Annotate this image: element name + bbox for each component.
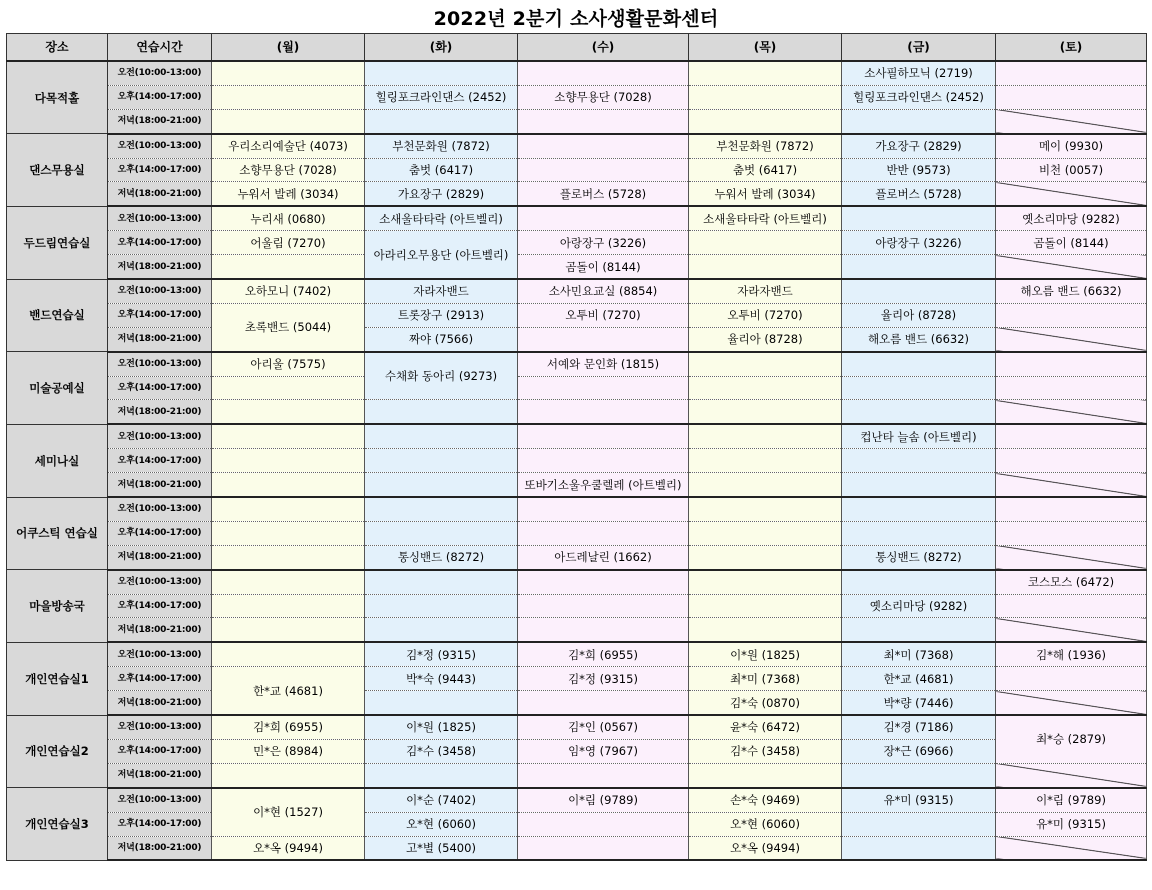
schedule-cell (996, 352, 1147, 376)
schedule-cell: 소향무용단 (7028) (518, 85, 689, 109)
schedule-cell (518, 570, 689, 594)
schedule-cell: 이*림 (9789) (518, 788, 689, 812)
table-row (7, 182, 1147, 206)
schedule-cell (212, 85, 365, 109)
schedule-cell (996, 521, 1147, 545)
schedule-cell (842, 763, 996, 787)
schedule-cell: 윤*숙 (6472) (689, 715, 842, 739)
table-row (7, 715, 1147, 739)
time-slot-label: 오전(10:00-13:00) (108, 497, 212, 521)
schedule-cell (842, 812, 996, 836)
room-name: 댄스무용실 (7, 134, 108, 207)
schedule-cell: 한*교 (4681) (842, 667, 996, 691)
schedule-cell (842, 836, 996, 860)
schedule-cell: 김*인 (0567) (518, 715, 689, 739)
schedule-cell: 통싱밴드 (8272) (365, 545, 518, 569)
schedule-cell (689, 618, 842, 642)
schedule-cell: 가요장구 (2829) (842, 134, 996, 158)
time-slot-label: 저녁(18:00-21:00) (108, 255, 212, 279)
schedule-cell: 소사필하모닉 (2719) (842, 61, 996, 85)
schedule-cell: 오투비 (7270) (518, 303, 689, 327)
time-slot-label: 오전(10:00-13:00) (108, 715, 212, 739)
schedule-cell (518, 206, 689, 230)
closed-slot-diagonal (996, 763, 1147, 787)
schedule-cell: 최*승 (2879) (996, 715, 1147, 763)
schedule-cell: 곰돌이 (8144) (996, 231, 1147, 255)
page-title: 2022년 2분기 소사생활문화센터 (433, 8, 719, 30)
schedule-cell: 수채화 동아리 (9273) (365, 352, 518, 400)
table-row (7, 812, 1147, 836)
schedule-cell: 자라자밴드 (365, 279, 518, 303)
schedule-cell: 메이 (9930) (996, 134, 1147, 158)
schedule-cell (518, 109, 689, 133)
schedule-cell: 고*별 (5400) (365, 836, 518, 860)
schedule-cell (212, 424, 365, 448)
schedule-cell: 손*숙 (9469) (689, 788, 842, 812)
table-row (7, 327, 1147, 351)
schedule-cell: 오하모니 (7402) (212, 279, 365, 303)
schedule-cell: 율리아 (8728) (842, 303, 996, 327)
schedule-cell (689, 521, 842, 545)
schedule-cell (212, 497, 365, 521)
schedule-cell: 트롯장구 (2913) (365, 303, 518, 327)
schedule-cell (842, 352, 996, 376)
schedule-cell: 김*수 (3458) (365, 739, 518, 763)
schedule-cell (518, 134, 689, 158)
time-slot-label: 오전(10:00-13:00) (108, 424, 212, 448)
schedule-cell: 플로버스 (5728) (842, 182, 996, 206)
schedule-cell (842, 109, 996, 133)
schedule-cell (996, 594, 1147, 618)
header-day-fri: (금) (842, 34, 996, 62)
table-row (7, 424, 1147, 448)
time-slot-label: 오전(10:00-13:00) (108, 642, 212, 666)
schedule-cell: 임*영 (7967) (518, 739, 689, 763)
time-slot-label: 오후(14:00-17:00) (108, 812, 212, 836)
table-row (7, 763, 1147, 787)
schedule-cell (518, 763, 689, 787)
room-name: 밴드연습실 (7, 279, 108, 352)
schedule-cell: 이*원 (1825) (689, 642, 842, 666)
table-row (7, 400, 1147, 424)
schedule-cell: 김*정 (9315) (518, 667, 689, 691)
schedule-cell (212, 570, 365, 594)
schedule-cell (365, 449, 518, 473)
schedule-cell: 코스모스 (6472) (996, 570, 1147, 594)
table-row (7, 303, 1147, 327)
closed-slot-diagonal (996, 255, 1147, 279)
table-row (7, 352, 1147, 376)
schedule-cell: 오*현 (6060) (689, 812, 842, 836)
schedule-cell: 부천문화원 (7872) (689, 134, 842, 158)
schedule-cell (689, 352, 842, 376)
schedule-cell (996, 376, 1147, 400)
schedule-cell: 박*량 (7446) (842, 691, 996, 715)
schedule-cell (518, 327, 689, 351)
schedule-cell (365, 691, 518, 715)
schedule-cell (212, 109, 365, 133)
schedule-cell (212, 376, 365, 400)
schedule-cell: 부천문화원 (7872) (365, 134, 518, 158)
schedule-cell: 아리울 (7575) (212, 352, 365, 376)
time-slot-label: 오전(10:00-13:00) (108, 788, 212, 812)
schedule-cell (842, 279, 996, 303)
schedule-cell (689, 449, 842, 473)
time-slot-label: 오후(14:00-17:00) (108, 521, 212, 545)
table-row (7, 231, 1147, 255)
schedule-cell: 짜야 (7566) (365, 327, 518, 351)
schedule-cell (842, 521, 996, 545)
time-slot-label: 저녁(18:00-21:00) (108, 763, 212, 787)
schedule-cell (689, 109, 842, 133)
schedule-cell (518, 497, 689, 521)
schedule-cell (689, 424, 842, 448)
schedule-cell (212, 400, 365, 424)
schedule-cell (518, 376, 689, 400)
schedule-cell: 힐링포크라인댄스 (2452) (365, 85, 518, 109)
table-row (7, 521, 1147, 545)
schedule-cell: 반반 (9573) (842, 158, 996, 182)
closed-slot-diagonal (996, 400, 1147, 424)
schedule-cell (518, 449, 689, 473)
schedule-cell (689, 231, 842, 255)
time-slot-label: 오전(10:00-13:00) (108, 206, 212, 230)
schedule-cell: 박*숙 (9443) (365, 667, 518, 691)
schedule-cell (689, 594, 842, 618)
schedule-cell (996, 303, 1147, 327)
schedule-cell: 누리새 (0680) (212, 206, 365, 230)
schedule-cell: 김*숙 (0870) (689, 691, 842, 715)
room-name: 미술공예실 (7, 352, 108, 425)
schedule-cell (996, 449, 1147, 473)
schedule-cell (996, 85, 1147, 109)
schedule-cell (212, 521, 365, 545)
table-row (7, 570, 1147, 594)
schedule-table (6, 33, 1147, 861)
table-row (7, 497, 1147, 521)
time-slot-label: 저녁(18:00-21:00) (108, 400, 212, 424)
table-row (7, 158, 1147, 182)
table-row (7, 667, 1147, 691)
header-place: 장소 (7, 34, 108, 62)
schedule-cell: 해오름 밴드 (6632) (842, 327, 996, 351)
schedule-cell (842, 618, 996, 642)
schedule-cell (842, 206, 996, 230)
schedule-cell (842, 473, 996, 497)
schedule-cell: 율리아 (8728) (689, 327, 842, 351)
schedule-cell (996, 667, 1147, 691)
schedule-cell (365, 473, 518, 497)
table-row (7, 279, 1147, 303)
schedule-cell: 소새울타타락 (아트벨리) (365, 206, 518, 230)
room-name: 어쿠스틱 연습실 (7, 497, 108, 570)
schedule-cell (518, 618, 689, 642)
table-row (7, 376, 1147, 400)
schedule-cell: 가요장구 (2829) (365, 182, 518, 206)
header-day-sat: (토) (996, 34, 1147, 62)
schedule-cell: 장*근 (6966) (842, 739, 996, 763)
time-slot-label: 오후(14:00-17:00) (108, 594, 212, 618)
schedule-cell: 누워서 발레 (3034) (689, 182, 842, 206)
header-day-wed: (수) (518, 34, 689, 62)
table-row (7, 788, 1147, 812)
schedule-cell: 김*경 (7186) (842, 715, 996, 739)
schedule-cell: 초록밴드 (5044) (212, 303, 365, 351)
schedule-cell (689, 400, 842, 424)
schedule-cell (365, 570, 518, 594)
table-row (7, 134, 1147, 158)
schedule-cell (365, 400, 518, 424)
schedule-cell (518, 521, 689, 545)
closed-slot-diagonal (996, 545, 1147, 569)
schedule-cell: 김*수 (3458) (689, 739, 842, 763)
schedule-cell (996, 424, 1147, 448)
room-name: 다목적홀 (7, 61, 108, 134)
schedule-cell (365, 497, 518, 521)
schedule-cell (365, 61, 518, 85)
schedule-cell (365, 618, 518, 642)
schedule-cell (842, 570, 996, 594)
schedule-cell (689, 473, 842, 497)
schedule-cell (212, 594, 365, 618)
schedule-cell: 또바기소울우쿨렐레 (아트벨리) (518, 473, 689, 497)
schedule-cell (518, 158, 689, 182)
schedule-cell (689, 85, 842, 109)
schedule-cell (996, 497, 1147, 521)
schedule-cell (842, 376, 996, 400)
schedule-cell: 서예와 문인화 (1815) (518, 352, 689, 376)
schedule-cell (212, 61, 365, 85)
schedule-cell (212, 618, 365, 642)
schedule-cell (689, 497, 842, 521)
header-row (7, 34, 1147, 62)
room-name: 마을방송국 (7, 570, 108, 643)
schedule-cell (212, 545, 365, 569)
schedule-cell (212, 449, 365, 473)
time-slot-label: 오후(14:00-17:00) (108, 85, 212, 109)
schedule-cell: 소새울타타락 (아트벨리) (689, 206, 842, 230)
schedule-cell: 오투비 (7270) (689, 303, 842, 327)
schedule-cell: 한*교 (4681) (212, 667, 365, 715)
closed-slot-diagonal (996, 109, 1147, 133)
schedule-cell: 이*순 (7402) (365, 788, 518, 812)
schedule-cell: 김*해 (1936) (996, 642, 1147, 666)
time-slot-label: 오전(10:00-13:00) (108, 279, 212, 303)
schedule-cell (518, 836, 689, 860)
time-slot-label: 오후(14:00-17:00) (108, 376, 212, 400)
schedule-cell (689, 570, 842, 594)
time-slot-label: 저녁(18:00-21:00) (108, 618, 212, 642)
schedule-cell (842, 400, 996, 424)
schedule-cell: 아드레날린 (1662) (518, 545, 689, 569)
schedule-cell (212, 642, 365, 666)
header-day-tue: (화) (365, 34, 518, 62)
table-row (7, 594, 1147, 618)
time-slot-label: 오후(14:00-17:00) (108, 158, 212, 182)
closed-slot-diagonal (996, 836, 1147, 860)
schedule-cell: 춤벗 (6417) (365, 158, 518, 182)
schedule-cell: 유*미 (9315) (996, 812, 1147, 836)
schedule-cell (689, 255, 842, 279)
room-name: 개인연습실3 (7, 788, 108, 861)
schedule-cell: 옛소리마당 (9282) (842, 594, 996, 618)
room-name: 세미나실 (7, 424, 108, 497)
room-name: 개인연습실2 (7, 715, 108, 788)
time-slot-label: 오후(14:00-17:00) (108, 231, 212, 255)
schedule-cell: 김*희 (6955) (518, 642, 689, 666)
table-row (7, 61, 1147, 85)
closed-slot-diagonal (996, 691, 1147, 715)
schedule-body (7, 61, 1147, 860)
time-slot-label: 오전(10:00-13:00) (108, 352, 212, 376)
schedule-cell (996, 61, 1147, 85)
closed-slot-diagonal (996, 618, 1147, 642)
schedule-cell: 해오름 밴드 (6632) (996, 279, 1147, 303)
table-row (7, 642, 1147, 666)
time-slot-label: 저녁(18:00-21:00) (108, 182, 212, 206)
schedule-cell (212, 763, 365, 787)
time-slot-label: 저녁(18:00-21:00) (108, 473, 212, 497)
closed-slot-diagonal (996, 473, 1147, 497)
table-row (7, 618, 1147, 642)
schedule-cell (518, 812, 689, 836)
schedule-cell: 이*림 (9789) (996, 788, 1147, 812)
schedule-cell: 아랑장구 (3226) (842, 231, 996, 255)
table-row (7, 109, 1147, 133)
schedule-cell (365, 594, 518, 618)
schedule-cell (518, 594, 689, 618)
schedule-cell (689, 545, 842, 569)
schedule-cell (842, 449, 996, 473)
table-row (7, 206, 1147, 230)
schedule-cell: 아랑장구 (3226) (518, 231, 689, 255)
schedule-cell (518, 61, 689, 85)
closed-slot-diagonal (996, 182, 1147, 206)
time-slot-label: 저녁(18:00-21:00) (108, 327, 212, 351)
time-slot-label: 저녁(18:00-21:00) (108, 836, 212, 860)
time-slot-label: 저녁(18:00-21:00) (108, 545, 212, 569)
schedule-cell: 컵난타 늘솜 (아트벨리) (842, 424, 996, 448)
schedule-cell (518, 691, 689, 715)
schedule-cell (365, 521, 518, 545)
time-slot-label: 오후(14:00-17:00) (108, 449, 212, 473)
closed-slot-diagonal (996, 327, 1147, 351)
schedule-cell: 비천 (0057) (996, 158, 1147, 182)
schedule-cell: 누워서 발레 (3034) (212, 182, 365, 206)
schedule-cell: 소사민요교실 (8854) (518, 279, 689, 303)
schedule-cell: 유*미 (9315) (842, 788, 996, 812)
schedule-cell (842, 497, 996, 521)
table-row (7, 473, 1147, 497)
schedule-cell (212, 473, 365, 497)
schedule-cell: 옛소리마당 (9282) (996, 206, 1147, 230)
schedule-cell: 어울림 (7270) (212, 231, 365, 255)
schedule-cell (689, 763, 842, 787)
time-slot-label: 오후(14:00-17:00) (108, 303, 212, 327)
schedule-cell: 곰돌이 (8144) (518, 255, 689, 279)
table-row (7, 739, 1147, 763)
schedule-cell (689, 61, 842, 85)
schedule-cell (689, 376, 842, 400)
time-slot-label: 오전(10:00-13:00) (108, 570, 212, 594)
table-row (7, 449, 1147, 473)
schedule-cell: 민*은 (8984) (212, 739, 365, 763)
table-row (7, 545, 1147, 569)
room-name: 두드림연습실 (7, 206, 108, 279)
time-slot-label: 오후(14:00-17:00) (108, 739, 212, 763)
table-row (7, 691, 1147, 715)
schedule-cell: 오*옥 (9494) (689, 836, 842, 860)
schedule-cell (212, 255, 365, 279)
schedule-cell: 오*옥 (9494) (212, 836, 365, 860)
schedule-cell: 소향무용단 (7028) (212, 158, 365, 182)
table-row (7, 85, 1147, 109)
schedule-cell: 통싱밴드 (8272) (842, 545, 996, 569)
time-slot-label: 오전(10:00-13:00) (108, 61, 212, 85)
schedule-cell (518, 400, 689, 424)
schedule-cell: 최*미 (7368) (842, 642, 996, 666)
schedule-cell (365, 109, 518, 133)
schedule-cell: 힐링포크라인댄스 (2452) (842, 85, 996, 109)
schedule-cell: 춤벗 (6417) (689, 158, 842, 182)
schedule-cell: 김*희 (6955) (212, 715, 365, 739)
table-row (7, 255, 1147, 279)
schedule-cell (842, 255, 996, 279)
header-day-thu: (목) (689, 34, 842, 62)
schedule-cell: 김*정 (9315) (365, 642, 518, 666)
room-name: 개인연습실1 (7, 642, 108, 715)
schedule-cell: 우리소리예술단 (4073) (212, 134, 365, 158)
schedule-cell (365, 424, 518, 448)
schedule-cell: 아라리오무용단 (아트벨리) (365, 231, 518, 279)
schedule-cell (518, 424, 689, 448)
time-slot-label: 오전(10:00-13:00) (108, 134, 212, 158)
time-slot-label: 저녁(18:00-21:00) (108, 109, 212, 133)
header-day-mon: (월) (212, 34, 365, 62)
schedule-cell (365, 763, 518, 787)
table-row (7, 836, 1147, 860)
time-slot-label: 오후(14:00-17:00) (108, 667, 212, 691)
header-time: 연습시간 (108, 34, 212, 62)
schedule-cell: 이*현 (1527) (212, 788, 365, 836)
schedule-cell: 플로버스 (5728) (518, 182, 689, 206)
schedule-cell: 자라자밴드 (689, 279, 842, 303)
time-slot-label: 저녁(18:00-21:00) (108, 691, 212, 715)
schedule-cell: 오*현 (6060) (365, 812, 518, 836)
schedule-cell: 최*미 (7368) (689, 667, 842, 691)
schedule-cell: 이*원 (1825) (365, 715, 518, 739)
